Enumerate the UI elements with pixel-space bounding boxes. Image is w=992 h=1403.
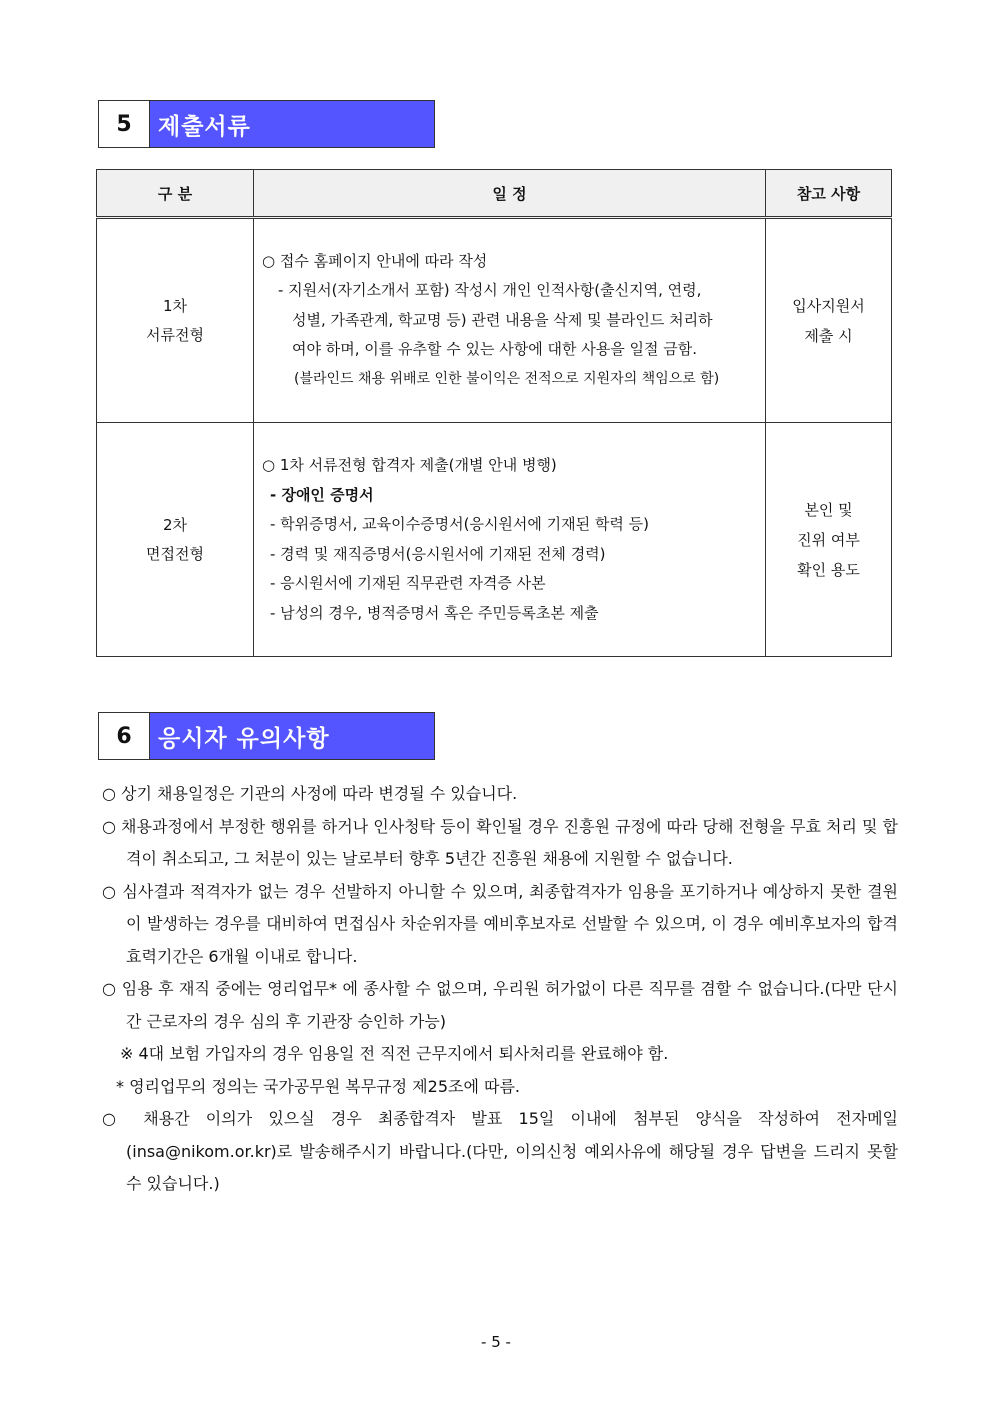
schedule-line: - 경력 및 재직증명서(응시원서에 기재된 전체 경력) (270, 544, 606, 563)
section-5-number: 5 (99, 101, 150, 147)
section-6-header (98, 712, 435, 760)
header-schedule: 일 정 (254, 170, 766, 218)
note-item: ○ 심사결과 적격자가 없는 경우 선발하지 아니할 수 있으며, 최종합격자가 임용을 포기하거나 예상하지 못한 결원이 발생하는 경우를 대비하여 면접심사 차순위자를 예비후보자로 선발할 수 있으며, 이 경우 예비후보자의 합격 효력기간은 6개월 이내로 합니다. (102, 881, 898, 966)
submission-documents-table (96, 169, 892, 657)
schedule-line: ○ 1차 서류전형 합격자 제출(개별 안내 병행) (262, 456, 557, 474)
schedule-line: - 남성의 경우, 병적증명서 혹은 주민등록초본 제출 (270, 603, 599, 622)
row-2-note: 본인 및 진위 여부 확인 용도 (766, 423, 892, 657)
note-item: ○ 채용간 이의가 있으실 경우 최종합격자 발표 15일 이내에 첨부된 양식을 작성하여 전자메일 (insa@nikom.or.kr)로 발송해주시기 바랍니다.(다만, 이의신청 예외사유에 해당될 경우 답변을 드리지 못할 수 있습니다.) (102, 1109, 898, 1193)
row-2-schedule (254, 423, 766, 657)
note-remark: ※ 4대 보험 가입자의 경우 임용일 전 직전 근무지에서 퇴사처리를 완료해야 함. (120, 1044, 669, 1063)
schedule-line: 성별, 가족관계, 학교명 등) 관련 내용을 삭제 및 블라인드 처리하 (292, 310, 713, 329)
table-row (97, 218, 892, 423)
schedule-line: - 응시원서에 기재된 직무관련 자격증 사본 (270, 574, 546, 592)
note-footnote: * 영리업무의 정의는 국가공무원 복무규정 제25조에 따름. (116, 1076, 520, 1096)
header-note: 참고 사항 (766, 170, 892, 218)
row-1-category: 1차 서류전형 (97, 218, 254, 423)
table-header-row (97, 170, 892, 218)
schedule-line: - 지원서(자기소개서 포함) 작성시 개인 인적사항(출신지역, 연령, (278, 281, 702, 300)
header-category: 구 분 (97, 170, 254, 218)
page-number: - 5 - (481, 1333, 511, 1351)
schedule-line: ○ 접수 홈페이지 안내에 따라 작성 (262, 251, 488, 270)
note-item: ○ 상기 채용일정은 기관의 사정에 따라 변경될 수 있습니다. (102, 784, 518, 803)
row-1-schedule (254, 218, 766, 423)
row-2-category: 2차 면접전형 (97, 423, 254, 657)
section-5-header (98, 100, 435, 148)
schedule-line: - 장애인 증명서 (270, 485, 374, 504)
section-5-title: 제출서류 (150, 101, 434, 147)
schedule-line: - 학위증명서, 교육이수증명서(응시원서에 기재된 학력 등) (270, 515, 649, 533)
schedule-line: (블라인드 채용 위배로 인한 불이익은 전적으로 지원자의 책임으로 함) (294, 370, 720, 387)
section-6-number: 6 (99, 713, 150, 759)
applicant-notes (102, 778, 898, 1201)
note-item: ○ 임용 후 재직 중에는 영리업무* 에 종사할 수 없으며, 우리원 허가없이 다른 직무를 겸할 수 없습니다.(다만 단시간 근로자의 경우 심의 후 기관장 승인하 가능) (102, 979, 898, 1031)
row-1-note: 입사지원서 제출 시 (766, 218, 892, 423)
table-row (97, 423, 892, 657)
schedule-line: 여야 하며, 이를 유추할 수 있는 사항에 대한 사용을 일절 금함. (292, 340, 697, 359)
section-6-title: 응시자 유의사항 (150, 713, 434, 759)
note-item: ○ 채용과정에서 부정한 행위를 하거나 인사청탁 등이 확인될 경우 진흥원 규정에 따라 당해 전형을 무효 처리 및 합격이 취소되고, 그 처분이 있는 날로부터 향후 5년간 진흥원 채용에 지원할 수 없습니다. (102, 816, 898, 868)
